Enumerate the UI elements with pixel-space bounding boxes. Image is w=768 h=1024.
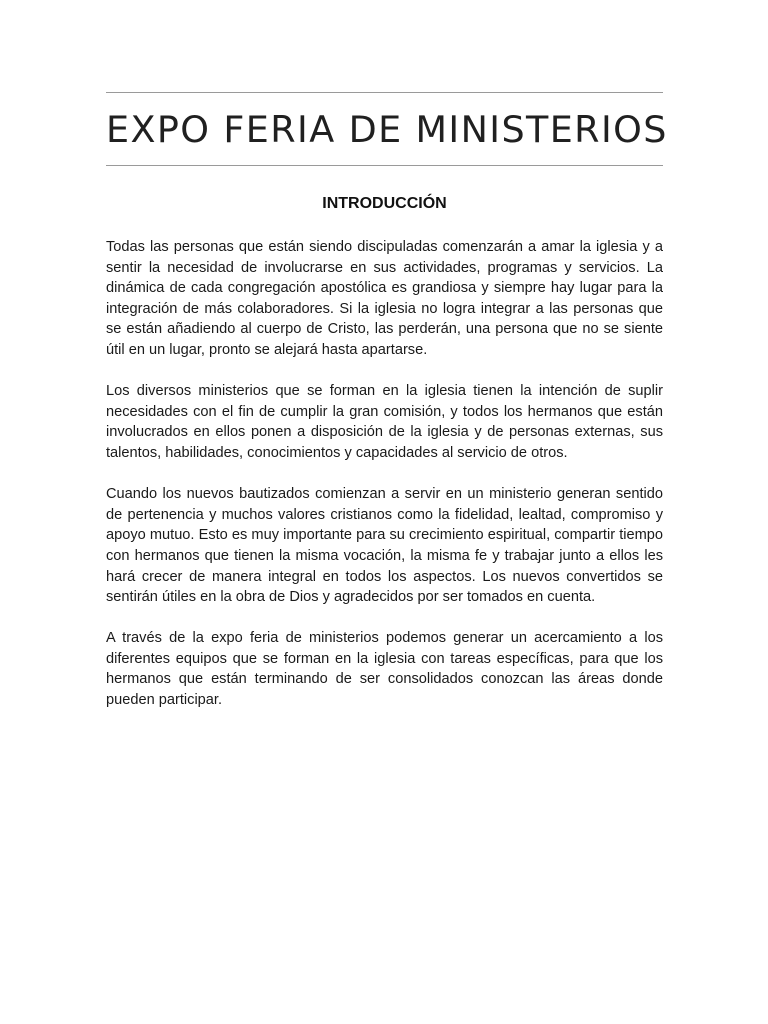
title-bottom-rule <box>106 165 663 166</box>
paragraph-2: Los diversos ministerios que se forman en la iglesia tienen la intención de suplir necesidades con el fin de cumplir la gran comisión, y todos los hermanos que están involucrados en ellos ponen a disposición de la iglesia y de personas externas, sus talentos, habilidades, conocimientos y capacidades al servicio de otros. <box>106 383 663 461</box>
paragraph-3: Cuando los nuevos bautizados comienzan a servir en un ministerio generan sentido de pertenencia y muchos valores cristianos como la fidelidad, lealtad, compromiso y apoyo mutuo. Esto es muy importante para su crecimiento espiritual, compartir tiempo con hermanos que tienen la misma vocación, la misma fe y trabajar junto a ellos les hará crecer de manera integral en todos los aspectos. Los nuevos convertidos se sentirán útiles en la obra de Dios y agradecidos por ser tomados en cuenta. <box>106 486 663 606</box>
body-text <box>106 237 663 711</box>
document-page <box>106 92 668 731</box>
paragraph-1: Todas las personas que están siendo discipuladas comenzarán a amar la iglesia y a sentir la necesidad de involucrarse en sus actividades, programas y servicios. La dinámica de cada congregación apostólica es grandiosa y siempre hay lugar para la integración de más colaboradores. Si la iglesia no logra integrar a las personas que se están añadiendo al cuerpo de Cristo, las perderán, una persona que no se siente útil en un lugar, pronto se alejará hasta apartarse. <box>106 239 663 358</box>
paragraph-4: A través de la expo feria de ministerios podemos generar un acercamiento a los diferentes equipos que se forman en la iglesia con tareas específicas, para que los hermanos que están terminando de ser consolidados conozcan las áreas donde pueden participar. <box>106 630 663 709</box>
document-title: EXPO FERIA DE MINISTERIOS <box>106 108 668 151</box>
section-heading: INTRODUCCIÓN <box>322 195 447 212</box>
